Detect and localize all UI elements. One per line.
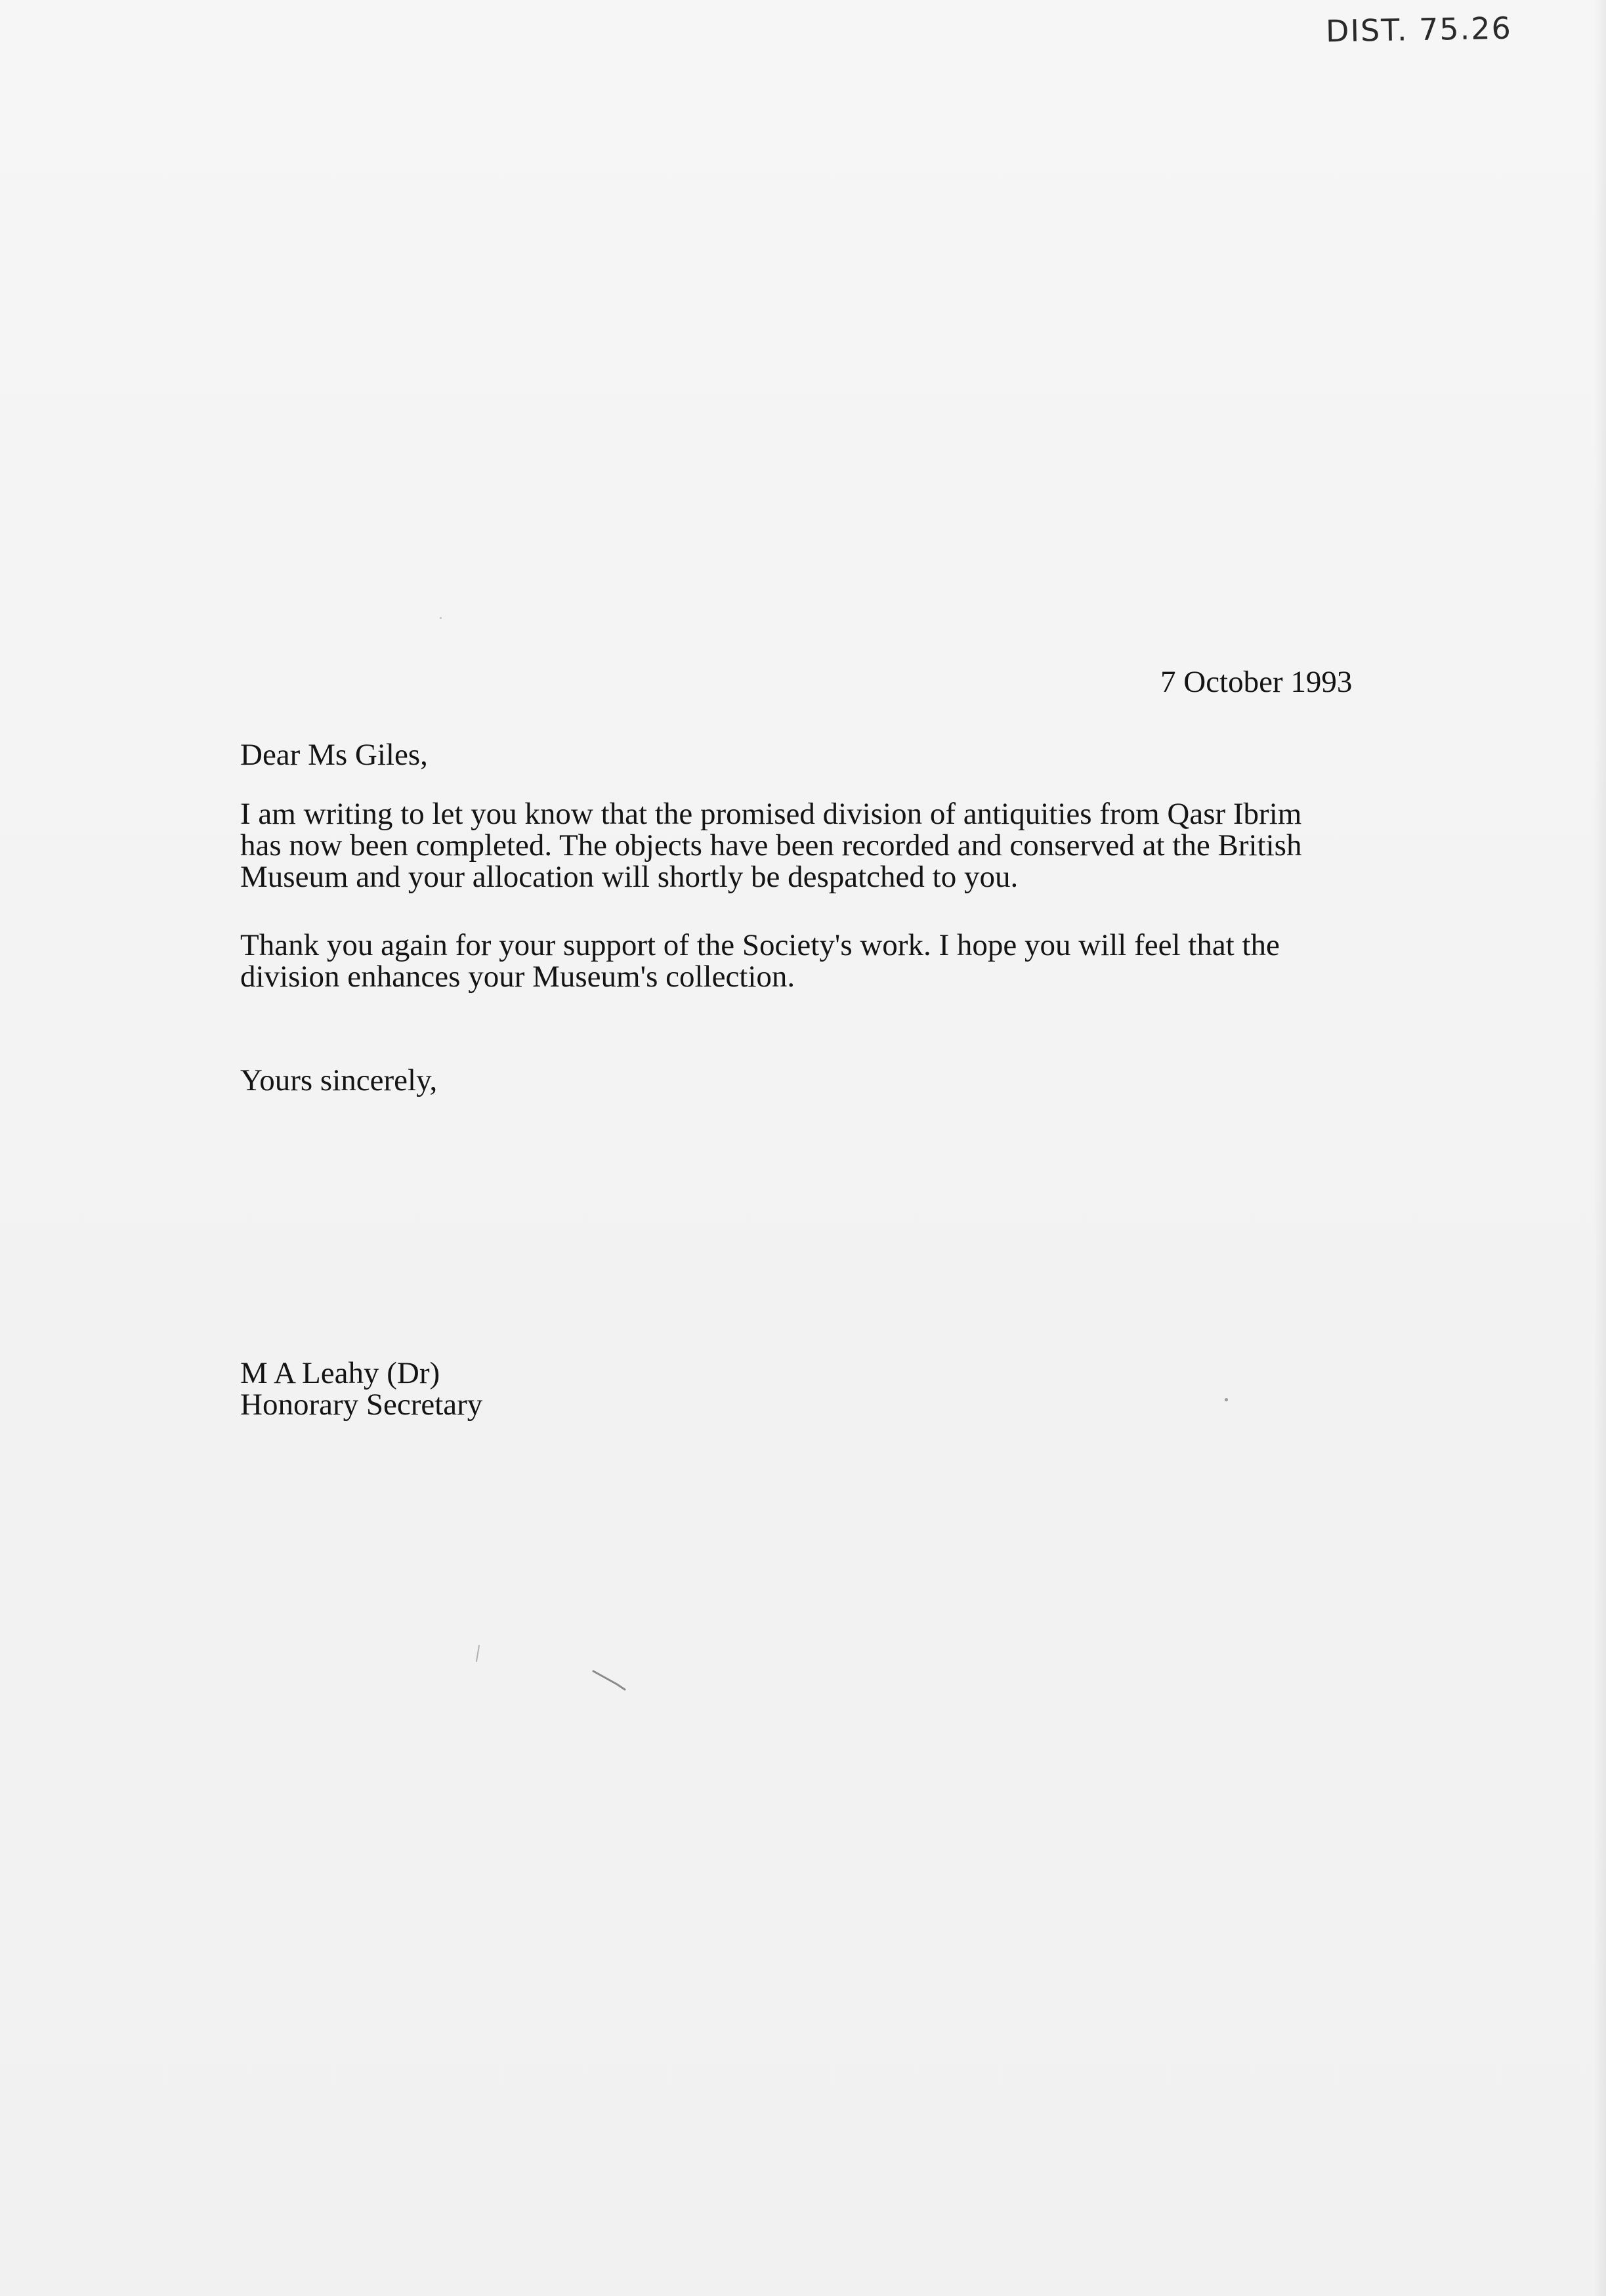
signer-name: M A Leahy (Dr) — [240, 1356, 440, 1390]
signer-title: Honorary Secretary — [240, 1387, 483, 1422]
paper-speck — [1225, 1398, 1228, 1401]
paragraph-line: I am writing to let you know that the promised division of antiquities from Qasr Ibrim — [240, 797, 1302, 831]
signature-block — [240, 1358, 482, 1421]
paragraph-line: Museum and your allocation will shortly be despatched to you. — [240, 859, 1019, 894]
paper-speck — [440, 617, 442, 619]
paper-scratch-mark — [591, 1667, 630, 1693]
salutation: Dear Ms Giles, — [240, 738, 428, 772]
paper-scratch-mark — [474, 1644, 482, 1664]
paragraph-2 — [240, 930, 1408, 993]
closing: Yours sincerely, — [240, 1063, 438, 1097]
letter-date: 7 October 1993 — [1160, 665, 1353, 699]
paragraph-1 — [240, 799, 1408, 893]
paragraph-line: has now been completed. The objects have been recorded and conserved at the British — [240, 828, 1302, 862]
paragraph-line: Thank you again for your support of the Society's work. I hope you will feel that the — [240, 928, 1280, 962]
paragraph-line: division enhances your Museum's collection. — [240, 959, 795, 994]
handwritten-reference: DIST. 75.26 — [1325, 10, 1513, 49]
